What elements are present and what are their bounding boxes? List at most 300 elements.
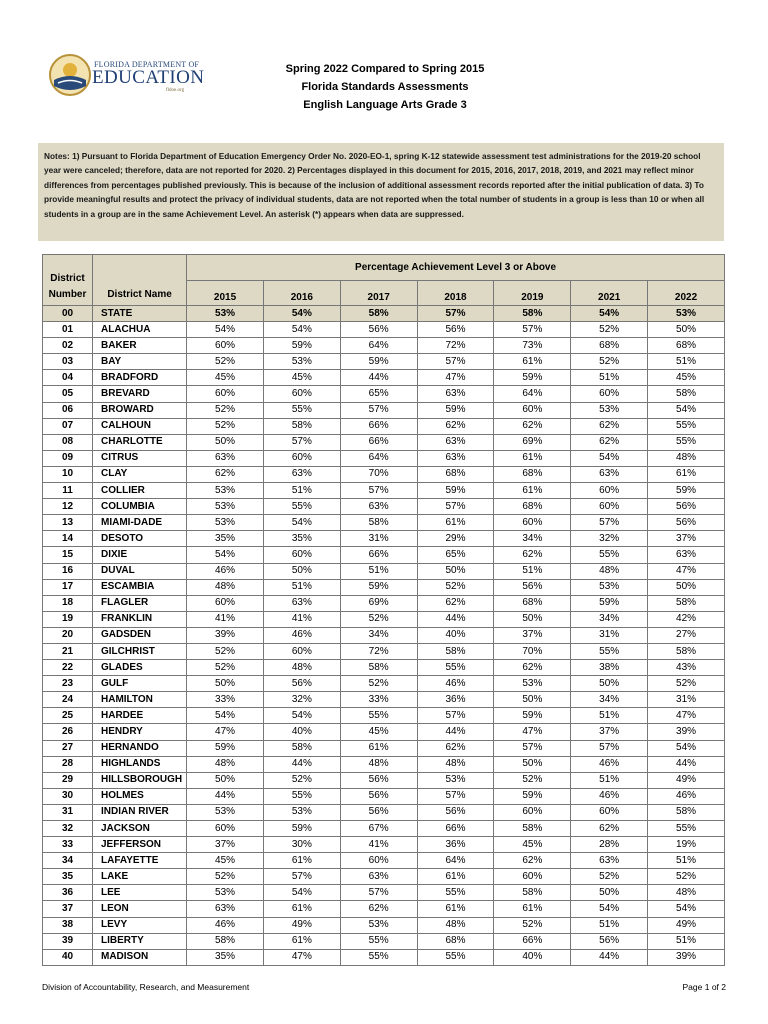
header-year: 2015 [187, 281, 264, 306]
table-row [43, 917, 725, 933]
district-name-cell: HAMILTON [93, 692, 187, 708]
percent-cell: 47% [494, 724, 571, 740]
footer-division: Division of Accountability, Research, and Measurement [42, 982, 250, 992]
percent-cell: 57% [417, 354, 494, 370]
percent-cell: 45% [340, 724, 417, 740]
percent-cell: 52% [187, 643, 264, 659]
percent-cell: 56% [494, 579, 571, 595]
percent-cell: 53% [187, 483, 264, 499]
percent-cell: 51% [571, 772, 648, 788]
district-name-cell: BRADFORD [93, 370, 187, 386]
percent-cell: 52% [187, 354, 264, 370]
percent-cell: 60% [187, 821, 264, 837]
percent-cell: 63% [187, 901, 264, 917]
district-number-cell: 27 [43, 740, 93, 756]
percent-cell: 54% [187, 708, 264, 724]
percent-cell: 63% [263, 595, 340, 611]
percent-cell: 53% [571, 402, 648, 418]
header-year: 2022 [648, 281, 725, 306]
percent-cell: 60% [187, 386, 264, 402]
percent-cell: 55% [263, 499, 340, 515]
percent-cell: 39% [187, 627, 264, 643]
percent-cell: 66% [417, 821, 494, 837]
table-row [43, 692, 725, 708]
percent-cell: 58% [417, 643, 494, 659]
percent-cell: 45% [648, 370, 725, 386]
document-title [240, 60, 530, 114]
table-row [43, 853, 725, 869]
percent-cell: 52% [187, 402, 264, 418]
percent-cell: 56% [417, 804, 494, 820]
percent-cell: 51% [494, 563, 571, 579]
title-line-1: Spring 2022 Compared to Spring 2015 [285, 63, 485, 75]
district-number-cell: 38 [43, 917, 93, 933]
district-name-cell: LIBERTY [93, 933, 187, 949]
percent-cell: 56% [340, 804, 417, 820]
percent-cell: 66% [340, 418, 417, 434]
percent-cell: 51% [263, 579, 340, 595]
percent-cell: 72% [417, 338, 494, 354]
percent-cell: 46% [417, 676, 494, 692]
percent-cell: 63% [648, 547, 725, 563]
percent-cell: 58% [263, 740, 340, 756]
percent-cell: 42% [648, 611, 725, 627]
percent-cell: 56% [571, 933, 648, 949]
percent-cell: 59% [494, 708, 571, 724]
percent-cell: 46% [263, 627, 340, 643]
percent-cell: 41% [263, 611, 340, 627]
footer-page-number: Page 1 of 2 [682, 982, 726, 992]
district-number-cell: 30 [43, 788, 93, 804]
percent-cell: 55% [263, 788, 340, 804]
percent-cell: 48% [417, 917, 494, 933]
percent-cell: 54% [263, 708, 340, 724]
percent-cell: 44% [571, 949, 648, 965]
percent-cell: 57% [494, 740, 571, 756]
percent-cell: 59% [417, 402, 494, 418]
percent-cell: 37% [494, 627, 571, 643]
percent-cell: 62% [417, 740, 494, 756]
title-line-3: English Language Arts Grade 3 [303, 99, 467, 111]
percent-cell: 63% [263, 466, 340, 482]
percent-cell: 63% [187, 450, 264, 466]
percent-cell: 31% [571, 627, 648, 643]
percent-cell: 48% [263, 660, 340, 676]
percent-cell: 66% [494, 933, 571, 949]
header-district-number: District Number [43, 255, 93, 306]
percent-cell: 54% [263, 885, 340, 901]
percent-cell: 50% [187, 772, 264, 788]
percent-cell: 54% [571, 306, 648, 322]
district-name-cell: LEON [93, 901, 187, 917]
percent-cell: 58% [340, 515, 417, 531]
percent-cell: 54% [648, 402, 725, 418]
percent-cell: 29% [417, 531, 494, 547]
table-row [43, 531, 725, 547]
percent-cell: 56% [417, 322, 494, 338]
district-number-cell: 03 [43, 354, 93, 370]
district-number-cell: 37 [43, 901, 93, 917]
percent-cell: 48% [187, 756, 264, 772]
percent-cell: 50% [494, 756, 571, 772]
district-number-cell: 18 [43, 595, 93, 611]
percent-cell: 57% [263, 869, 340, 885]
percent-cell: 58% [648, 804, 725, 820]
percent-cell: 66% [340, 434, 417, 450]
percent-cell: 61% [494, 483, 571, 499]
percent-cell: 68% [417, 933, 494, 949]
percent-cell: 52% [571, 354, 648, 370]
district-name-cell: HIGHLANDS [93, 756, 187, 772]
percent-cell: 52% [417, 579, 494, 595]
percent-cell: 64% [340, 450, 417, 466]
percent-cell: 44% [263, 756, 340, 772]
table-row [43, 515, 725, 531]
percent-cell: 44% [648, 756, 725, 772]
table-row [43, 788, 725, 804]
percent-cell: 60% [263, 643, 340, 659]
district-number-cell: 11 [43, 483, 93, 499]
percent-cell: 55% [340, 708, 417, 724]
percent-cell: 53% [187, 885, 264, 901]
percent-cell: 38% [571, 660, 648, 676]
district-number-cell: 05 [43, 386, 93, 402]
district-number-cell: 09 [43, 450, 93, 466]
district-number-cell: 25 [43, 708, 93, 724]
district-number-cell: 12 [43, 499, 93, 515]
percent-cell: 53% [648, 306, 725, 322]
district-name-cell: COLUMBIA [93, 499, 187, 515]
header-year: 2019 [494, 281, 571, 306]
percent-cell: 57% [571, 740, 648, 756]
percent-cell: 19% [648, 837, 725, 853]
percent-cell: 33% [187, 692, 264, 708]
table-row [43, 676, 725, 692]
district-name-cell: HARDEE [93, 708, 187, 724]
percent-cell: 43% [648, 660, 725, 676]
percent-cell: 52% [263, 772, 340, 788]
percent-cell: 52% [187, 869, 264, 885]
percent-cell: 63% [417, 434, 494, 450]
table-row [43, 354, 725, 370]
percent-cell: 61% [494, 450, 571, 466]
table-row [43, 579, 725, 595]
table-row [43, 708, 725, 724]
percent-cell: 62% [417, 595, 494, 611]
district-name-cell: FLAGLER [93, 595, 187, 611]
logo-line-3: fldoe.org [166, 88, 185, 93]
percent-cell: 50% [571, 885, 648, 901]
district-name-cell: GULF [93, 676, 187, 692]
percent-cell: 53% [263, 354, 340, 370]
percent-cell: 51% [340, 563, 417, 579]
percent-cell: 59% [494, 788, 571, 804]
percent-cell: 53% [340, 917, 417, 933]
district-name-cell: CITRUS [93, 450, 187, 466]
percent-cell: 53% [494, 676, 571, 692]
percent-cell: 60% [571, 804, 648, 820]
notes-box: Notes: 1) Pursuant to Florida Department of Education Emergency Order No. 2020-EO-1, spring K-12 statewide assessment test administrations for the 2019-20 school year were canceled; therefore, data are not reported for 2020. 2) Percentages displayed in this document for 2015, 2016, 2017, 2018, 2019, and 2021 may reflect minor differences from percentages published previously. This is because of the inclusion of additional assessment records reported after the initial publication of data. 3) To provide meaningful results and protect the privacy of individual students, data are not reported when the total number of students in a group is less than 10 or when all students in a group are in the same Achievement Level. An asterisk (*) appears when data are suppressed. [38, 143, 724, 241]
percent-cell: 69% [494, 434, 571, 450]
table-row [43, 466, 725, 482]
percent-cell: 60% [571, 499, 648, 515]
percent-cell: 56% [340, 772, 417, 788]
percent-cell: 68% [494, 595, 571, 611]
percent-cell: 66% [340, 547, 417, 563]
percent-cell: 65% [417, 547, 494, 563]
percent-cell: 31% [648, 692, 725, 708]
percent-cell: 55% [417, 885, 494, 901]
percent-cell: 34% [494, 531, 571, 547]
district-number-cell: 20 [43, 627, 93, 643]
percent-cell: 59% [187, 740, 264, 756]
percent-cell: 58% [494, 821, 571, 837]
percent-cell: 45% [187, 370, 264, 386]
district-name-cell: CLAY [93, 466, 187, 482]
florida-seal-icon [48, 50, 92, 100]
percent-cell: 58% [648, 386, 725, 402]
fldoe-logo [48, 50, 205, 102]
percent-cell: 58% [340, 660, 417, 676]
percent-cell: 70% [340, 466, 417, 482]
percent-cell: 61% [494, 354, 571, 370]
percent-cell: 52% [571, 322, 648, 338]
district-number-cell: 22 [43, 660, 93, 676]
percent-cell: 58% [340, 306, 417, 322]
district-name-cell: HERNANDO [93, 740, 187, 756]
percent-cell: 55% [571, 643, 648, 659]
percent-cell: 50% [648, 579, 725, 595]
percent-cell: 68% [494, 499, 571, 515]
percent-cell: 62% [571, 434, 648, 450]
percent-cell: 44% [417, 724, 494, 740]
percent-cell: 51% [571, 370, 648, 386]
district-number-cell: 28 [43, 756, 93, 772]
percent-cell: 53% [187, 804, 264, 820]
percent-cell: 68% [571, 338, 648, 354]
percent-cell: 61% [648, 466, 725, 482]
district-number-cell: 08 [43, 434, 93, 450]
percent-cell: 34% [571, 611, 648, 627]
percent-cell: 46% [571, 788, 648, 804]
district-name-cell: BAKER [93, 338, 187, 354]
percent-cell: 50% [494, 692, 571, 708]
percent-cell: 57% [340, 885, 417, 901]
percent-cell: 47% [263, 949, 340, 965]
table-row [43, 434, 725, 450]
logo-line-2: EDUCATION [92, 67, 205, 88]
district-number-cell: 04 [43, 370, 93, 386]
district-number-cell: 24 [43, 692, 93, 708]
district-number-cell: 07 [43, 418, 93, 434]
percent-cell: 52% [340, 611, 417, 627]
percent-cell: 52% [648, 869, 725, 885]
table-row [43, 338, 725, 354]
percent-cell: 35% [187, 531, 264, 547]
percent-cell: 68% [648, 338, 725, 354]
percent-cell: 62% [571, 821, 648, 837]
percent-cell: 55% [648, 418, 725, 434]
percent-cell: 61% [263, 933, 340, 949]
district-name-cell: CHARLOTTE [93, 434, 187, 450]
percent-cell: 57% [417, 499, 494, 515]
percent-cell: 65% [340, 386, 417, 402]
table-row [43, 547, 725, 563]
percent-cell: 45% [494, 837, 571, 853]
table-body [43, 306, 725, 966]
percent-cell: 52% [494, 772, 571, 788]
percent-cell: 61% [417, 901, 494, 917]
percent-cell: 49% [648, 917, 725, 933]
district-number-cell: 23 [43, 676, 93, 692]
district-number-cell: 15 [43, 547, 93, 563]
percent-cell: 39% [648, 724, 725, 740]
percent-cell: 52% [571, 869, 648, 885]
district-number-cell: 34 [43, 853, 93, 869]
percent-cell: 56% [340, 322, 417, 338]
district-number-cell: 35 [43, 869, 93, 885]
percent-cell: 61% [263, 853, 340, 869]
district-name-cell: LAKE [93, 869, 187, 885]
district-number-cell: 19 [43, 611, 93, 627]
percent-cell: 48% [340, 756, 417, 772]
percent-cell: 36% [417, 837, 494, 853]
percent-cell: 33% [340, 692, 417, 708]
percent-cell: 64% [494, 386, 571, 402]
percent-cell: 27% [648, 627, 725, 643]
percent-cell: 53% [263, 804, 340, 820]
percent-cell: 28% [571, 837, 648, 853]
percent-cell: 30% [263, 837, 340, 853]
percent-cell: 63% [571, 853, 648, 869]
percent-cell: 56% [648, 515, 725, 531]
district-name-cell: INDIAN RIVER [93, 804, 187, 820]
percent-cell: 59% [494, 370, 571, 386]
district-number-cell: 29 [43, 772, 93, 788]
table-row [43, 611, 725, 627]
table-row [43, 370, 725, 386]
percent-cell: 73% [494, 338, 571, 354]
district-name-cell: ESCAMBIA [93, 579, 187, 595]
percent-cell: 51% [571, 708, 648, 724]
percent-cell: 58% [187, 933, 264, 949]
district-name-cell: DUVAL [93, 563, 187, 579]
percent-cell: 53% [187, 306, 264, 322]
district-number-cell: 32 [43, 821, 93, 837]
percent-cell: 70% [494, 643, 571, 659]
percent-cell: 72% [340, 643, 417, 659]
percent-cell: 48% [648, 450, 725, 466]
district-number-cell: 31 [43, 804, 93, 820]
percent-cell: 44% [340, 370, 417, 386]
percent-cell: 54% [263, 322, 340, 338]
percent-cell: 57% [340, 402, 417, 418]
percent-cell: 36% [417, 692, 494, 708]
percent-cell: 57% [571, 515, 648, 531]
table-row [43, 837, 725, 853]
district-number-cell: 00 [43, 306, 93, 322]
percent-cell: 67% [340, 821, 417, 837]
percent-cell: 54% [571, 901, 648, 917]
district-number-cell: 36 [43, 885, 93, 901]
title-line-2: Florida Standards Assessments [301, 81, 469, 93]
percent-cell: 60% [263, 450, 340, 466]
header-district-name: District Name [93, 255, 187, 306]
percent-cell: 62% [340, 901, 417, 917]
district-number-cell: 17 [43, 579, 93, 595]
district-name-cell: BROWARD [93, 402, 187, 418]
percent-cell: 51% [648, 853, 725, 869]
district-name-cell: HILLSBOROUGH [93, 772, 187, 788]
percent-cell: 61% [494, 901, 571, 917]
table-row [43, 901, 725, 917]
percent-cell: 40% [263, 724, 340, 740]
percent-cell: 57% [417, 708, 494, 724]
percent-cell: 60% [494, 804, 571, 820]
percent-cell: 56% [263, 676, 340, 692]
percent-cell: 50% [187, 676, 264, 692]
table-row [43, 322, 725, 338]
table-row [43, 386, 725, 402]
percent-cell: 62% [417, 418, 494, 434]
percent-cell: 35% [263, 531, 340, 547]
percent-cell: 63% [417, 450, 494, 466]
percent-cell: 62% [571, 418, 648, 434]
percent-cell: 35% [187, 949, 264, 965]
district-name-cell: ALACHUA [93, 322, 187, 338]
table-row [43, 772, 725, 788]
percent-cell: 47% [187, 724, 264, 740]
percent-cell: 60% [571, 483, 648, 499]
table-row [43, 563, 725, 579]
district-name-cell: BAY [93, 354, 187, 370]
percent-cell: 55% [340, 933, 417, 949]
percent-cell: 51% [571, 917, 648, 933]
percent-cell: 63% [340, 499, 417, 515]
percent-cell: 52% [187, 418, 264, 434]
percent-cell: 57% [263, 434, 340, 450]
percent-cell: 55% [340, 949, 417, 965]
percent-cell: 55% [263, 402, 340, 418]
percent-cell: 50% [648, 322, 725, 338]
percent-cell: 54% [187, 547, 264, 563]
percent-cell: 44% [417, 611, 494, 627]
table-row [43, 740, 725, 756]
district-name-cell: GLADES [93, 660, 187, 676]
percent-cell: 37% [648, 531, 725, 547]
percent-cell: 56% [340, 788, 417, 804]
percent-cell: 46% [648, 788, 725, 804]
percent-cell: 55% [648, 821, 725, 837]
percent-cell: 55% [417, 660, 494, 676]
percent-cell: 62% [494, 418, 571, 434]
district-number-cell: 39 [43, 933, 93, 949]
percent-cell: 50% [494, 611, 571, 627]
table-row [43, 627, 725, 643]
percent-cell: 61% [263, 901, 340, 917]
percent-cell: 45% [263, 370, 340, 386]
table-row [43, 643, 725, 659]
percent-cell: 59% [340, 354, 417, 370]
district-name-cell: STATE [93, 306, 187, 322]
percent-cell: 64% [340, 338, 417, 354]
percent-cell: 53% [187, 499, 264, 515]
percent-cell: 60% [494, 869, 571, 885]
percent-cell: 59% [340, 579, 417, 595]
percent-cell: 58% [494, 885, 571, 901]
percent-cell: 50% [571, 676, 648, 692]
table-row [43, 933, 725, 949]
